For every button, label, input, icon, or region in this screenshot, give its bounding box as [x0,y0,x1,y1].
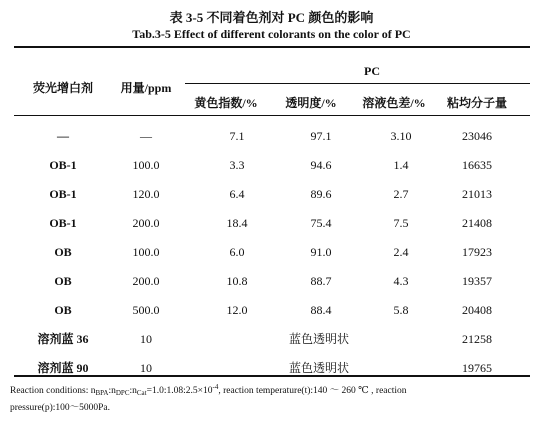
cell-color-diff: 4.3 [393,274,409,288]
cell-molecular-weight: 16635 [462,158,492,172]
cell-transparency: 88.7 [310,274,332,288]
cell-whitener: OB [54,274,72,288]
cell-whitener: OB-1 [49,216,77,230]
header-bottom-rule [14,115,530,116]
cell-dosage: 200.0 [132,274,160,288]
cell-dosage: 10 [140,361,152,375]
cell-dosage: 100.0 [132,158,160,172]
cell-merged-appearance: 蓝色透明状 [288,361,350,375]
cell-yellow-index: 10.8 [226,274,248,288]
header-pc-group: PC [364,64,380,78]
note-sub-cat: Cat [136,389,147,397]
group-rule [185,83,530,84]
cell-yellow-index: 12.0 [226,303,248,317]
cell-color-diff: 2.7 [393,187,409,201]
cell-yellow-index: 6.4 [229,187,245,201]
cell-whitener: OB-1 [49,187,77,201]
cell-molecular-weight: 20408 [462,303,492,317]
cell-yellow-index: 3.3 [229,158,245,172]
cell-dosage: 10 [140,332,152,346]
cell-transparency: 89.6 [310,187,332,201]
cell-molecular-weight: 23046 [462,129,492,143]
cell-transparency: 91.0 [310,245,332,259]
note-label: Reaction conditions: [10,386,89,396]
cell-whitener: OB [54,303,72,317]
cell-yellow-index: 7.1 [229,129,245,143]
header-dosage: 用量/ppm [120,81,172,95]
cell-color-diff: 5.8 [393,303,409,317]
header-yellow-index: 黄色指数/% [194,96,258,110]
cell-molecular-weight: 17923 [462,245,492,259]
cell-dosage: 200.0 [132,216,160,230]
cell-whitener: 溶剂蓝 36 [37,332,89,346]
top-rule [14,46,530,48]
cell-transparency: 88.4 [310,303,332,317]
cell-color-diff: 3.10 [390,129,412,143]
note-ratio-exponent: -4 [212,383,219,391]
cell-molecular-weight: 21013 [462,187,492,201]
cell-dosage: — [140,129,152,143]
table-title-english: Tab.3-5 Effect of different colorants on the color of PC [132,27,411,41]
cell-molecular-weight: 21408 [462,216,492,230]
table-title-chinese: 表 3-5 不同着色剂对 PC 颜色的影响 [169,10,374,25]
cell-color-diff: 2.4 [393,245,409,259]
bottom-rule [14,375,530,377]
note-sub-bpa: BPA [95,389,109,397]
cell-dosage: 500.0 [132,303,160,317]
note-line-1: Reaction conditions: $n_{BPA}:n_{DPC}:n_{Cat}=1.0:1.08:2.5\times 10^{-4}$, reaction temperature(t):140 ～ 260 ℃ , reaction [10,383,407,397]
note-ratio: =1.0:1.08:2.5×10 [146,386,213,396]
cell-color-diff: 7.5 [393,216,409,230]
cell-transparency: 94.6 [310,158,332,172]
cell-whitener: 溶剂蓝 90 [37,361,89,375]
cell-transparency: 75.4 [310,216,332,230]
cell-transparency: 97.1 [310,129,332,143]
cell-dosage: 100.0 [132,245,160,259]
cell-merged-appearance: 蓝色透明状 [288,332,350,346]
cell-whitener: OB-1 [49,158,77,172]
note-temperature: , reaction temperature(t):140 ～ 260 ℃ , reaction [218,386,407,396]
cell-molecular-weight: 19357 [462,274,492,288]
header-viscosity-mw: 粘均分子量 [446,96,508,110]
cell-molecular-weight: 21258 [462,332,492,346]
cell-yellow-index: 18.4 [226,216,248,230]
cell-whitener: — [57,129,69,143]
note-sub-dpc: DPC [115,389,130,397]
cell-color-diff: 1.4 [393,158,409,172]
header-transparency: 透明度/% [285,96,337,110]
note-line-2: pressure(p):100～5000Pa. [10,403,110,413]
cell-molecular-weight: 19765 [462,361,492,375]
cell-dosage: 120.0 [132,187,160,201]
header-fluorescent-whitener: 荧光增白剂 [32,81,94,95]
cell-yellow-index: 6.0 [229,245,245,259]
header-solution-color-diff: 溶液色差/% [362,96,426,110]
cell-whitener: OB [54,245,72,259]
